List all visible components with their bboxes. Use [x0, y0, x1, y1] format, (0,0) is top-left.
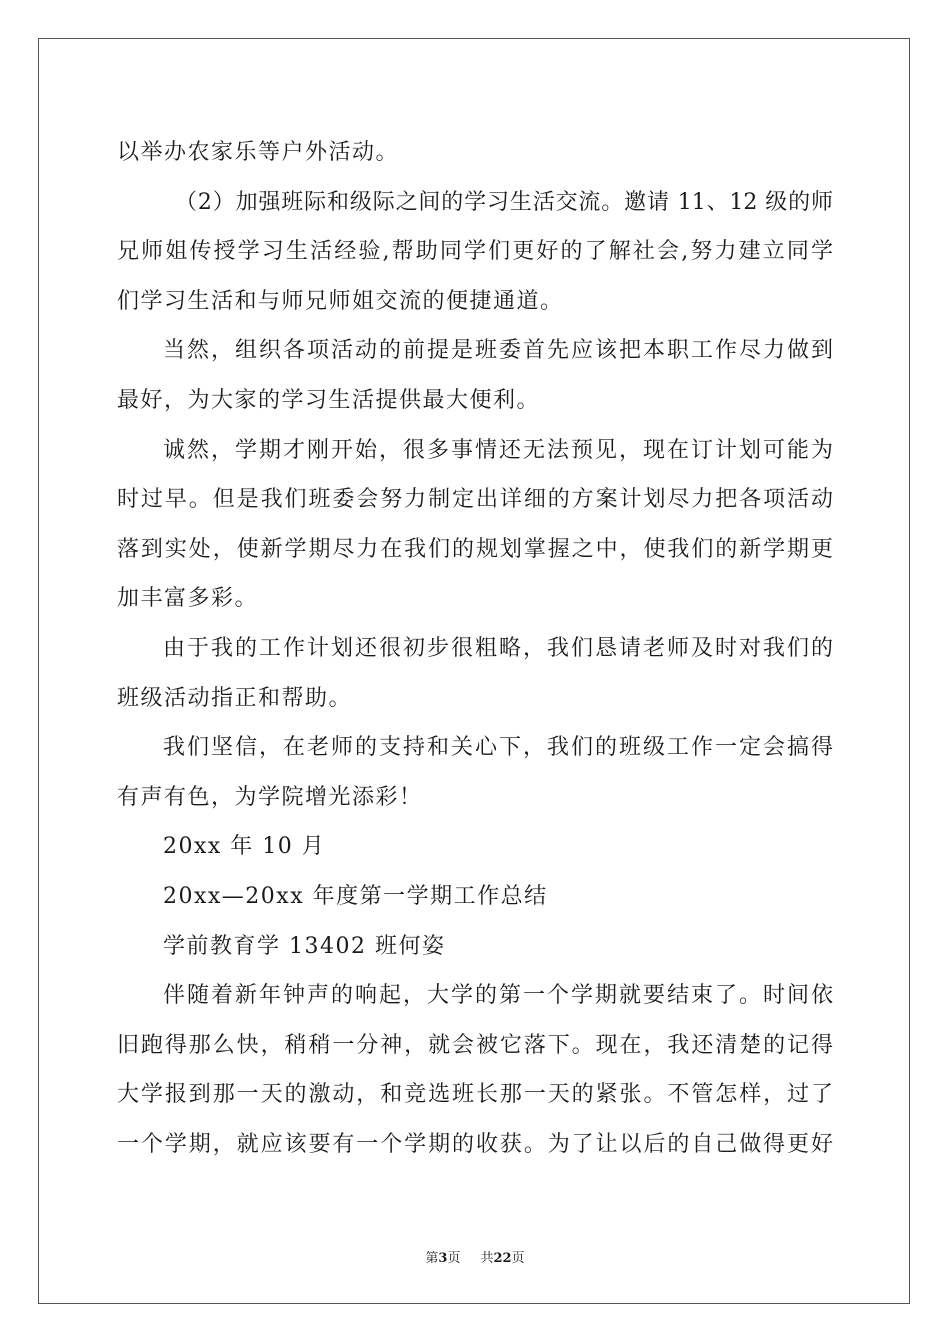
- text-line: （2）加强班际和级际之间的学习生活交流。邀请 11、12 级的师: [175, 189, 833, 215]
- text-line: 我们坚信，在老师的支持和关心下，我们的班级工作一定会搞得: [163, 735, 833, 761]
- page-prefix: 第: [425, 1251, 439, 1266]
- text-line: 们学习生活和与师兄师姐交流的便捷通道。: [117, 288, 564, 314]
- page-suffix: 页: [447, 1251, 461, 1266]
- document-body: [117, 128, 833, 1169]
- total-prefix: 共: [480, 1251, 494, 1266]
- text-line: 20xx—20xx 年度第一学期工作总结: [163, 883, 548, 909]
- text-line: 大学报到那一天的激动，和竞选班长那一天的紧张。不管怎样，过了: [117, 1082, 833, 1108]
- text-line: 最好，为大家的学习生活提供最大便利。: [117, 387, 541, 413]
- text-line: 20xx 年 10 月: [163, 834, 326, 860]
- text-line: 时过早。但是我们班委会努力制定出详细的方案计划尽力把各项活动: [117, 487, 833, 513]
- text-line: 有声有色，为学院增光添彩！: [117, 784, 423, 810]
- text-line: 兄师姐传授学习生活经验,帮助同学们更好的了解社会,努力建立同学: [117, 239, 833, 265]
- total-suffix: 页: [511, 1251, 525, 1266]
- text-line: 诚然，学期才刚开始，很多事情还无法预见，现在订计划可能为: [163, 437, 833, 463]
- text-line: 班级活动指正和帮助。: [117, 685, 353, 711]
- text-line: 旧跑得那么快，稍稍一分神，就会被它落下。现在，我还清楚的记得: [117, 1032, 833, 1058]
- text-line: 以举办农家乐等户外活动。: [117, 140, 400, 165]
- total-pages: 22: [493, 1251, 512, 1266]
- text-line: 学前教育学 13402 班何姿: [163, 933, 446, 959]
- text-line: 当然，组织各项活动的前提是班委首先应该把本职工作尽力做到: [163, 338, 833, 364]
- page-number: 3: [438, 1251, 448, 1266]
- page-footer: [0, 1247, 950, 1266]
- text-line: 落到实处，使新学期尽力在我们的规划掌握之中，使我们的新学期更: [117, 536, 833, 562]
- text-line: 由于我的工作计划还很初步很粗略，我们恳请老师及时对我们的: [163, 635, 833, 661]
- text-line: 伴随着新年钟声的响起，大学的第一个学期就要结束了。时间依: [163, 983, 833, 1009]
- text-line: 加丰富多彩。: [117, 586, 259, 612]
- text-line: 一个学期，就应该要有一个学期的收获。为了让以后的自己做得更好: [117, 1131, 833, 1157]
